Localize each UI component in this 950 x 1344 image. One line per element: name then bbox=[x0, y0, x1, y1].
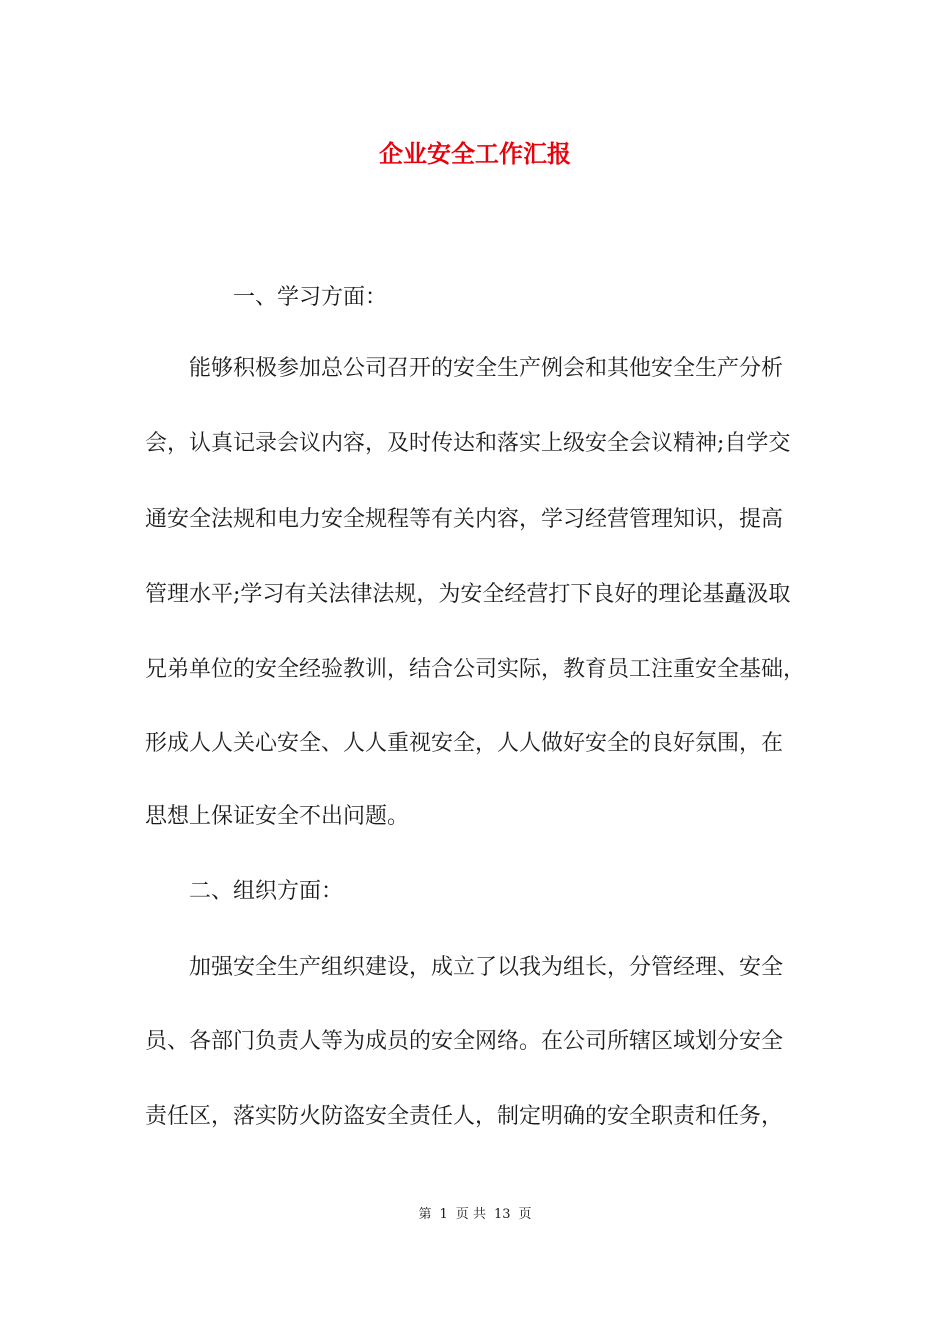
page-footer bbox=[0, 1206, 950, 1224]
paragraph-line: 通安全法规和电力安全规程等有关内容，学习经营管理知识，提高 bbox=[145, 507, 784, 532]
section-heading-study: 一、学习方面： bbox=[233, 285, 388, 310]
paragraph-line: 管理水平;学习有关法律法规，为安全经营打下良好的理论基矗汲取 bbox=[145, 582, 791, 607]
footer-middle: 页 共 bbox=[455, 1207, 486, 1222]
paragraph-line: 会，认真记录会议内容，及时传达和落实上级安全会议精神;自学交 bbox=[145, 431, 791, 456]
document-title: 企业安全工作汇报 bbox=[379, 139, 571, 168]
paragraph-line: 能够积极参加总公司召开的安全生产例会和其他安全生产分析 bbox=[189, 356, 784, 381]
footer-prefix: 第 bbox=[418, 1207, 432, 1222]
paragraph-line: 加强安全生产组织建设，成立了以我为组长，分管经理、安全 bbox=[189, 955, 784, 980]
footer-current-page: 1 bbox=[439, 1207, 448, 1222]
footer-total-pages: 13 bbox=[493, 1207, 511, 1222]
paragraph-line: 员、各部门负责人等为成员的安全网络。在公司所辖区域划分安全 bbox=[145, 1029, 784, 1054]
paragraph-line: 思想上保证安全不出问题。 bbox=[145, 804, 410, 829]
section-heading-organization: 二、组织方面： bbox=[189, 879, 344, 904]
paragraph-line: 兄弟单位的安全经验教训，结合公司实际，教育员工注重安全基础， bbox=[145, 657, 806, 682]
paragraph-line: 形成人人关心安全、人人重视安全，人人做好安全的良好氛围，在 bbox=[145, 731, 784, 756]
footer-suffix: 页 bbox=[518, 1207, 532, 1222]
paragraph-line: 责任区，落实防火防盗安全责任人，制定明确的安全职责和任务， bbox=[145, 1104, 784, 1129]
